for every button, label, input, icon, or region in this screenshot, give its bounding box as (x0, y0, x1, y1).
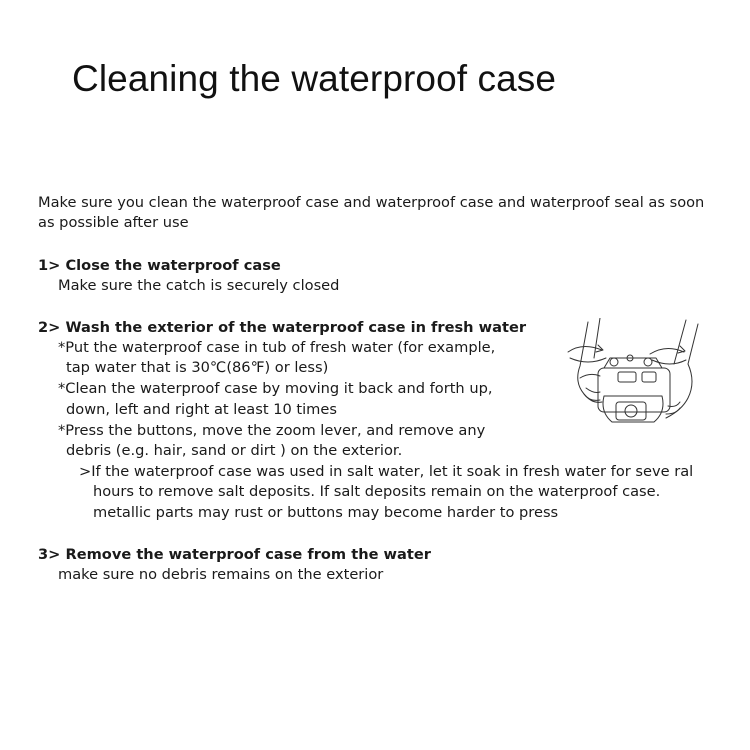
hands-washing-case-icon (558, 318, 708, 458)
step-2-line-1: *Put the waterproof case in tub of fresh water (for example, (58, 339, 496, 356)
step-2-line-2: tap water that is 30℃(86℉) or less) (66, 359, 329, 376)
step-2-line-8: hours to remove salt deposits. If salt deposits remain on the waterproof case. (93, 483, 661, 500)
step-2-line-4: down, left and right at least 10 times (66, 401, 337, 418)
step-2-heading: 2> Wash the exterior of the waterproof case in fresh water (38, 319, 527, 336)
intro-line-1: Make sure you clean the waterproof case and waterproof case and waterproof seal as soon (38, 194, 705, 211)
step-3-body: make sure no debris remains on the exterior (58, 566, 384, 583)
step-2-line-7: >If the waterproof case was used in salt water, let it soak in fresh water for seve ral (79, 463, 694, 480)
step-2-line-5: *Press the buttons, move the zoom lever, and remove any (58, 422, 486, 439)
step-1-heading: 1> Close the waterproof case (38, 257, 281, 274)
page-title: Cleaning the waterproof case (72, 58, 557, 99)
intro-line-2: as possible after use (38, 214, 189, 231)
step-2-line-6: debris (e.g. hair, sand or dirt ) on the exterior. (66, 442, 403, 459)
step-1-body: Make sure the catch is securely closed (58, 277, 340, 294)
step-3-heading: 3> Remove the waterproof case from the water (38, 546, 431, 563)
step-2-line-3: *Clean the waterproof case by moving it back and forth up, (58, 380, 493, 397)
step-2-line-9: metallic parts may rust or buttons may become harder to press (93, 504, 559, 521)
